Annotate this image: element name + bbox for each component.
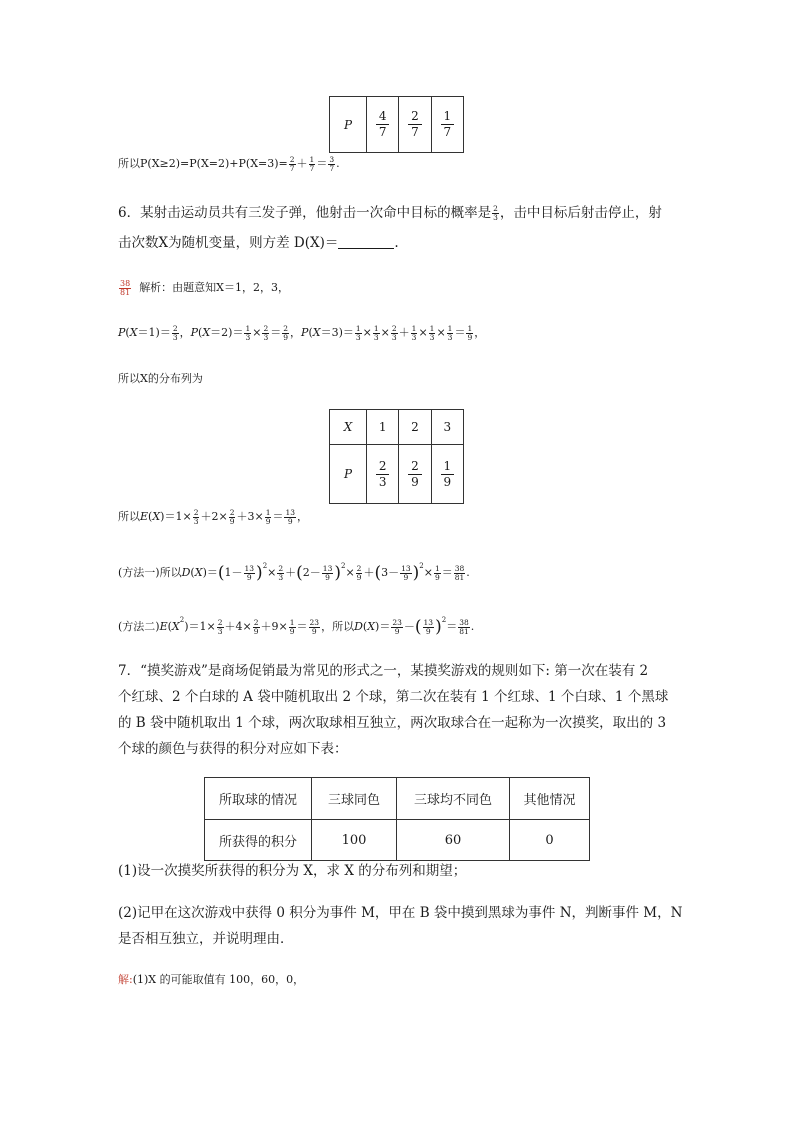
solution-line: 解:(1)X 的可能取值有 100，60，0， xyxy=(118,973,305,986)
table-cell: $\frac{4}{7}$ xyxy=(367,97,399,153)
table-cell: $\frac{1}{7}$ xyxy=(431,97,463,153)
table-cell: $\frac{2}{7}$ xyxy=(399,97,431,153)
table-cell: $\frac{1}{9}$ xyxy=(431,445,463,504)
question-7-line-3: 的 B 袋中随机取出 1 个球，两次取球相互独立，两次取球合在一起称为一次摸奖，取出的 3 xyxy=(118,715,667,731)
solution-label: 解: xyxy=(118,973,133,986)
expectation-line: 所以E(X)＝1× $\frac{2}{3}$ ＋2× $\frac{2}{9}$ ＋3× $\frac{1}{9}$ ＝ $\frac{13}{9}$ ， xyxy=(118,507,309,526)
score-table xyxy=(204,777,590,861)
table-header-cell: 其他情况 xyxy=(510,778,590,820)
table-header-cell: 三球同色 xyxy=(312,778,397,820)
table-row-label: 所获得的积分 xyxy=(205,820,312,861)
table-header-cell: 2 xyxy=(399,410,431,445)
question-6-line-2: 击次数X为随机变量，则方差 D(X)＝ . xyxy=(118,235,399,251)
distribution-table-x xyxy=(329,409,464,504)
table-cell: $\frac{2}{3}$ xyxy=(367,445,399,504)
table-header-cell: 3 xyxy=(431,410,463,445)
probability-sum-line: 所以P(X≥2)=P(X=2)+P(X=3)= $\frac{2}{7}$ ＋ $\frac{1}{7}$ ＝ $\frac{3}{7}$ . xyxy=(118,154,340,173)
question-7-line-4: 个球的颜色与获得的积分对应如下表： xyxy=(118,741,348,757)
distribution-intro: 所以X的分布列为 xyxy=(118,372,203,385)
table-row-label: P xyxy=(330,97,367,153)
table-header-cell: 三球均不同色 xyxy=(397,778,510,820)
answer-and-analysis: $\frac{38}{81}$ 解析：由题意知X＝1，2，3， xyxy=(120,278,290,297)
table-row-label: P xyxy=(330,445,367,504)
variance-method-2: (方法二)$E(X^2)=1\times$ $\frac{2}{3}$ ＋4× $\frac{2}{9}$ ＋9× $\frac{1}{9}$ ＝ $\frac{23}{9}$ ，所以D(X)＝ $\frac{23}{9}$ －( $\frac{13}{9}$ )$^2$＝ $\frac{38}{81}$ . xyxy=(118,616,475,637)
question-7-line-2: 个红球、2 个白球的 A 袋中随机取出 2 个球，第二次在装有 1 个红球、1 个白球、1 个黑球 xyxy=(118,689,669,705)
probability-values-line: P(X＝1)＝ $\frac{2}{3}$ ，P(X＝2)＝ $\frac{1}{3}$ × $\frac{2}{3}$ ＝ $\frac{2}{9}$ ，P(X＝3)＝ $\frac{1}{3}$ × $\frac{1}{3}$ × $\frac{2}{3}$ ＋ $\frac{1}{3}$ × $\frac{1}{3}$ × $\frac{1}{3}$ ＝ $\frac{1}{9}$ ， xyxy=(118,323,486,342)
question-7-line-1: 7．“摸奖游戏”是商场促销最为常见的形式之一，某摸奖游戏的规则如下: 第一次在装有 2 xyxy=(118,663,649,679)
distribution-table-top xyxy=(329,96,464,153)
answer-blank xyxy=(338,234,394,249)
table-cell: 0 xyxy=(510,820,590,861)
question-7-sub-2-line-1: (2)记甲在这次游戏中获得 0 积分为事件 M，甲在 B 袋中摸到黑球为事件 N，判断事件 M，N xyxy=(118,905,683,921)
question-7-sub-1: (1)设一次摸奖所获得的积分为 X，求 X 的分布列和期望； xyxy=(118,863,467,879)
table-cell: 60 xyxy=(397,820,510,861)
table-header-cell: 1 xyxy=(367,410,399,445)
answer-fraction: $\frac{38}{81}$ xyxy=(120,278,131,297)
variance-method-1: (方法一)所以D(X)＝(1－ $\frac{13}{9}$ )$^2$× $\frac{2}{3}$ ＋(2－ $\frac{13}{9}$ )$^2$× $\frac{2}{9}$ ＋(3－ $\frac{13}{9}$ )$^2$× $\frac{1}{9}$ ＝ $\frac{38}{81}$ . xyxy=(118,562,470,583)
table-cell: $\frac{2}{9}$ xyxy=(399,445,431,504)
question-7-sub-2-line-2: 是否相互独立，并说明理由． xyxy=(118,931,294,947)
table-header-cell: 所取球的情况 xyxy=(205,778,312,820)
table-header-cell: X xyxy=(330,410,367,445)
table-cell: 100 xyxy=(312,820,397,861)
question-6-line-1: 6．某射击运动员共有三发子弹，他射击一次命中目标的概率是 $\frac{2}{3}$ ，击中目标后射击停止，射 xyxy=(118,204,662,222)
